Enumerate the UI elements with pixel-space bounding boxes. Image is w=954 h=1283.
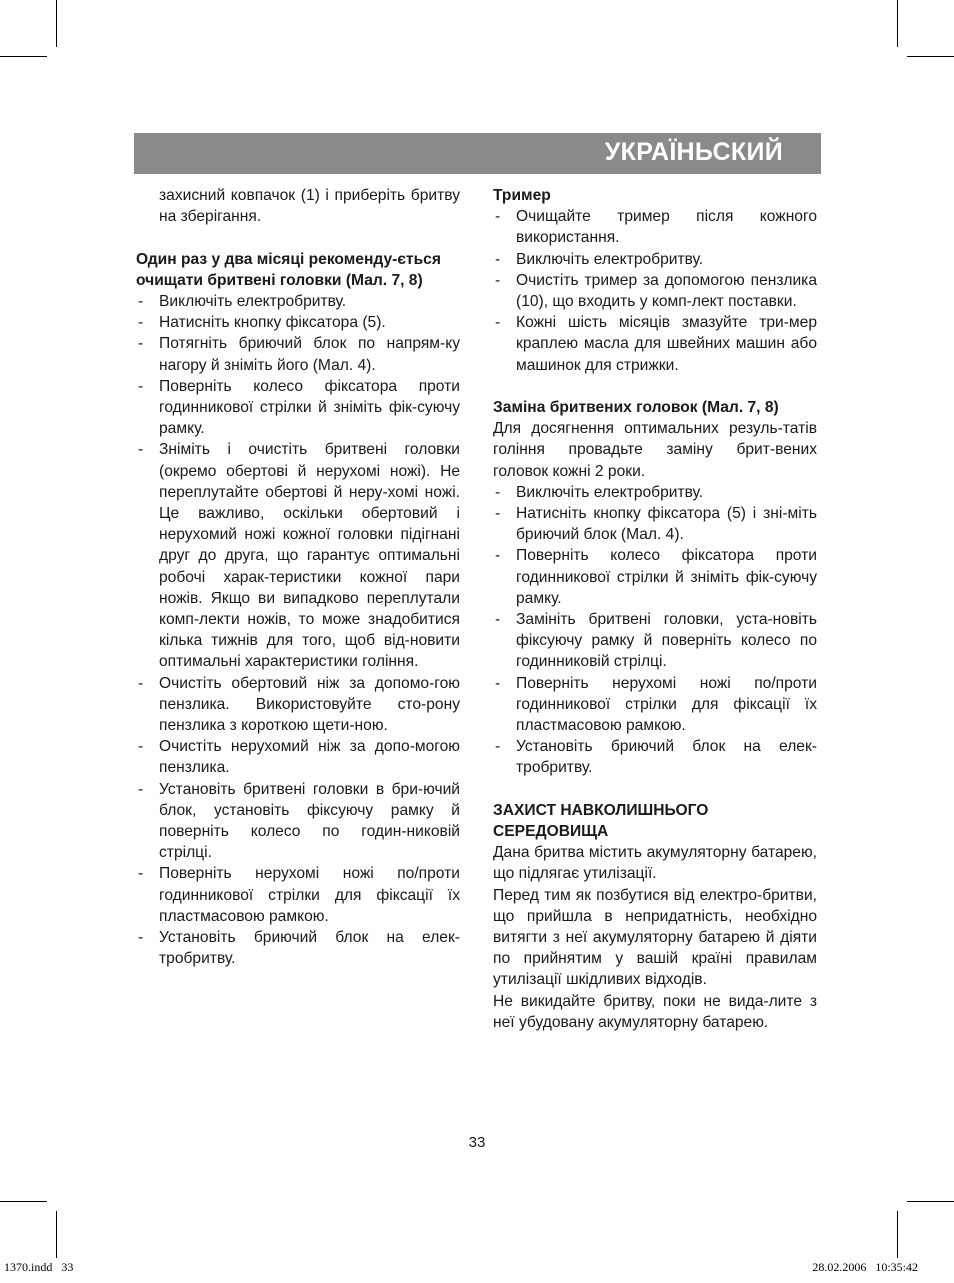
crop-mark [56,0,57,47]
continued-text: захисний ковпачок (1) і приберіть бритву на зберігання. [159,187,460,226]
crop-mark [56,1211,57,1258]
list-item: - Очистіть обертовий ніж за допомо-гою пензлика. Використовуйте сто-рону пензлика з короткою щети-ною. [138,674,460,735]
language-title: УКРАЇНЬСКИЙ [604,138,783,166]
section-heading-environment: ЗАХИСТ НАВКОЛИШНЬОГО СЕРЕДОВИЩА [493,801,709,841]
list-item: - Виключіть електробритву. [495,250,704,268]
slug-file: 1370.indd 33 [4,1260,74,1274]
env-paragraph: Не викидайте бритву, поки не вида-лите з неї убудовану акумуляторну батарею. [493,992,817,1031]
list-item: - Поверніть колесо фіксатора проти годинникової стрілки й зніміть фік-суючу рамку. [138,377,460,438]
right-column [493,185,817,1033]
page-number: 33 [468,1134,486,1151]
list-item: - Натисніть кнопку фіксатора (5). [138,314,386,332]
section-heading-cleaning: Один раз у два місяці рекоменду-ється очищати бритвені головки (Мал. 7, 8) [136,250,441,289]
list-item: - Установіть бриючий блок на елек-тробритву. [495,738,817,777]
crop-mark [907,1201,954,1202]
list-item: - Установіть бриючий блок на елек-тробритву. [138,929,460,968]
list-item: - Очищайте тример після кожного використання. [495,208,817,247]
list-item: - Замініть бритвені головки, уста-новіть фіксуючу рамку й поверніть колесо по годинниковій стрілці. [495,611,817,671]
crop-mark [897,1211,898,1258]
trimmer-steps-list [493,206,817,376]
list-item: - Поверніть колесо фіксатора проти годинникової стрілки й зніміть фік-суючу рамку. [495,547,817,607]
list-item: - Кожні шість місяців змазуйте три-мер краплею масла для швейних машин або машинок для стрижки. [495,314,817,374]
cleaning-steps-list [136,291,460,970]
crop-mark [0,56,47,57]
list-item: - Потягніть бриючий блок по напрям-ку нагору й зніміть його (Мал. 4). [138,335,460,374]
list-item: - Натисніть кнопку фіксатора (5) і зні-міть бриючий блок (Мал. 4). [495,505,817,544]
slug-timestamp: 28.02.2006 10:35:42 [812,1260,918,1274]
crop-mark [0,1201,47,1202]
left-column [136,185,460,970]
list-item: - Зніміть і очистіть бритвені головки (окремо обертові й нерухомі ножі). Не переплутайте обертові й неру-хомі ножі. Це важливо, оскільки обертовий і нерухомий ножі кожної головки підігнані друг до друга, що гарантує оптимальні робочі харак-теристики кожної пари ножів. Якщо ви випадково переплутали комп-лекти ножів, то може знадобитися кілька тижнів для того, щоб від-новити оптимальні характеристики гоління. [138,441,460,671]
replace-steps-list [493,482,817,779]
language-banner [134,133,821,174]
list-item: - Очистіть тример за допомогою пензлика (10), що входить у комп-лект поставки. [495,271,817,311]
list-item: - Очистіть нерухомий ніж за допо-могою пензлика. [138,738,460,777]
list-item: - Виключіть електробритву. [138,293,347,310]
list-item: - Поверніть нерухомі ножі по/проти годинникової стрілки для фіксації їх пластмасовою рамкою. [138,865,460,925]
replace-intro: Для досягнення оптимальних резуль-татів гоління провадьте заміну брит-вених головок кожні 2 роки. [493,420,817,480]
list-item: - Поверніть нерухомі ножі по/проти годинникової стрілки для фіксації їх пластмасовою рамкою. [495,674,817,735]
crop-mark [897,0,898,47]
list-item: - Установіть бритвені головки в бри-ючий блок, установіть фіксуючу рамку й поверніть колесо по годин-никовій стрілці. [138,780,460,862]
section-heading-replace: Заміна бритвених головок (Мал. 7, 8) [493,399,779,417]
section-heading-trimmer: Тример [493,187,551,204]
env-paragraph: Перед тим як позбутися від електро-бритви, що прийшла в непридатність, необхідно витягти з неї акумуляторну батарею й діяти по прийнятим у вашій країні правилам утилізації шкідливих відходів. [493,886,817,989]
list-item: - Виключіть електробритву. [495,483,704,501]
env-paragraph: Дана бритва містить акумуляторну батарею, що підлягає утилізації. [493,844,817,883]
crop-mark [907,56,954,57]
